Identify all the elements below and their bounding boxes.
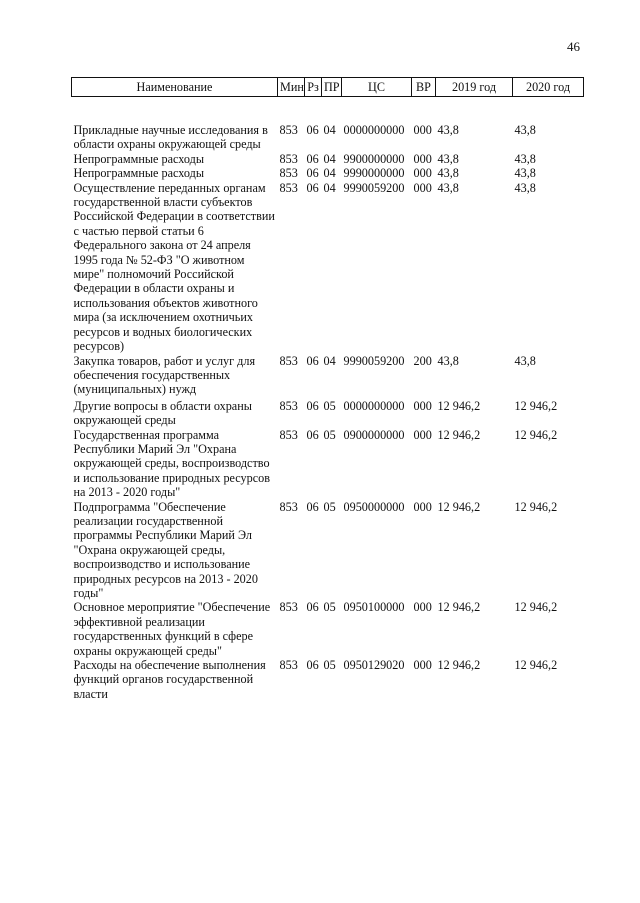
cell-2019: 43,8 [437, 180, 459, 195]
cell-2019: 12 946,2 [437, 398, 481, 413]
cell-2020: 43,8 [514, 180, 536, 195]
cell-vr: 000 [413, 499, 432, 514]
cell-rz: 06 [306, 123, 319, 137]
cell-min: 853 [279, 658, 298, 673]
cell-vr: 000 [413, 123, 432, 137]
cell-vr: 000 [413, 600, 432, 615]
header-name: Наименование [72, 78, 278, 97]
page-number: 46 [567, 39, 580, 54]
cell-pr: 04 [323, 166, 336, 181]
cell-min: 853 [279, 499, 298, 514]
table-row [72, 97, 584, 152]
cell-pr: 04 [323, 353, 336, 368]
cell-pr: 04 [323, 151, 336, 166]
cell-rz: 06 [306, 600, 319, 615]
cell-cs: 0950100000 [343, 600, 405, 615]
cell-min: 853 [279, 123, 298, 137]
cell-name: Осуществление переданных органам государственной власти субъектов Российской Федерации в соответствии с частью первой статьи 6 Федерального закона от 24 апреля 1995 года № 52-ФЗ "О животном мире" полномочий Российской Федерации в области охраны и использования объектов животного мира (за исключением охотничьих ресурсов и водных биологических ресурсов) [73, 180, 275, 354]
cell-min: 853 [279, 398, 298, 413]
cell-name: Подпрограмма "Обеспечение реализации государственной программы Республики Марий Эл "Охрана окружающей среды, воспроизводство и использование природных ресурсов на 2013 - 2020 годы" [73, 499, 258, 600]
table-header-row [72, 78, 584, 97]
cell-name: Другие вопросы в области охраны окружающей среды [73, 398, 252, 428]
cell-vr: 000 [413, 658, 432, 673]
table-row [72, 354, 584, 397]
cell-pr: 05 [323, 600, 336, 615]
cell-name: Государственная программа Республики Марий Эл "Охрана окружающей среды, воспроизводство и использование природных ресурсов на 2013 - 2020 годы" [73, 427, 270, 500]
cell-rz: 06 [306, 499, 319, 514]
cell-vr: 000 [413, 398, 432, 413]
cell-pr: 04 [323, 180, 336, 195]
header-2019: 2019 год [436, 78, 513, 97]
cell-cs: 9990000000 [343, 166, 405, 181]
header-vr: ВР [412, 78, 436, 97]
cell-cs: 0950129020 [343, 658, 405, 673]
table-row [72, 181, 584, 354]
cell-rz: 06 [306, 180, 319, 195]
cell-name: Основное мероприятие "Обеспечение эффективной реализации государственных функций в сфере охраны окружающей среды" [73, 600, 271, 658]
cell-pr: 05 [323, 499, 336, 514]
table-body [72, 97, 584, 702]
cell-name: Непрограммные расходы [73, 151, 205, 166]
cell-2019: 12 946,2 [437, 499, 481, 514]
cell-pr: 05 [323, 427, 336, 442]
cell-cs: 9990059200 [343, 353, 405, 368]
cell-2019: 43,8 [437, 151, 459, 166]
table-row [72, 600, 584, 658]
cell-name: Расходы на обеспечение выполнения функций органов государственной власти [73, 658, 266, 701]
header-rz: Рз [305, 78, 322, 97]
cell-2020: 12 946,2 [514, 499, 558, 514]
cell-rz: 06 [306, 151, 319, 166]
budget-table [71, 77, 584, 701]
cell-rz: 06 [306, 398, 319, 413]
table-row [72, 397, 584, 428]
table-row [72, 658, 584, 701]
cell-pr: 04 [323, 123, 336, 137]
cell-min: 853 [279, 151, 298, 166]
cell-min: 853 [279, 166, 298, 181]
cell-vr: 000 [413, 180, 432, 195]
cell-cs: 9990059200 [343, 180, 405, 195]
cell-2019: 12 946,2 [437, 427, 481, 442]
cell-min: 853 [279, 600, 298, 615]
cell-rz: 06 [306, 353, 319, 368]
cell-2020: 43,8 [514, 353, 536, 368]
cell-name: Прикладные научные исследования в области охраны окружающей среды [73, 123, 268, 152]
cell-2020: 12 946,2 [514, 427, 558, 442]
header-min: Мин [278, 78, 305, 97]
cell-2019: 12 946,2 [437, 600, 481, 615]
header-pr: ПР [322, 78, 342, 97]
cell-cs: 0000000000 [343, 123, 405, 137]
cell-rz: 06 [306, 427, 319, 442]
cell-cs: 9900000000 [343, 151, 405, 166]
cell-vr: 200 [413, 353, 432, 368]
table-row [72, 152, 584, 166]
cell-pr: 05 [323, 658, 336, 673]
cell-rz: 06 [306, 658, 319, 673]
cell-vr: 000 [413, 166, 432, 181]
cell-name: Закупка товаров, работ и услуг для обеспечения государственных (муниципальных) нужд [73, 353, 256, 397]
cell-2020: 43,8 [514, 123, 536, 137]
cell-rz: 06 [306, 166, 319, 181]
cell-2020: 12 946,2 [514, 658, 558, 673]
cell-cs: 0950000000 [343, 499, 405, 514]
table-row [72, 166, 584, 180]
cell-2020: 12 946,2 [514, 398, 558, 413]
header-2020: 2020 год [513, 78, 584, 97]
cell-2020: 43,8 [514, 166, 536, 181]
cell-min: 853 [279, 427, 298, 442]
cell-2019: 43,8 [437, 123, 459, 137]
cell-name: Непрограммные расходы [73, 166, 205, 181]
cell-vr: 000 [413, 151, 432, 166]
cell-2019: 12 946,2 [437, 658, 481, 673]
cell-2019: 43,8 [437, 353, 459, 368]
cell-2019: 43,8 [437, 166, 459, 181]
cell-min: 853 [279, 180, 298, 195]
header-cs: ЦС [342, 78, 412, 97]
cell-vr: 000 [413, 427, 432, 442]
cell-2020: 12 946,2 [514, 600, 558, 615]
cell-cs: 0900000000 [343, 427, 405, 442]
cell-pr: 05 [323, 398, 336, 413]
table-row [72, 428, 584, 500]
table-row [72, 500, 584, 601]
cell-min: 853 [279, 353, 298, 368]
cell-2020: 43,8 [514, 151, 536, 166]
cell-cs: 0000000000 [343, 398, 405, 413]
